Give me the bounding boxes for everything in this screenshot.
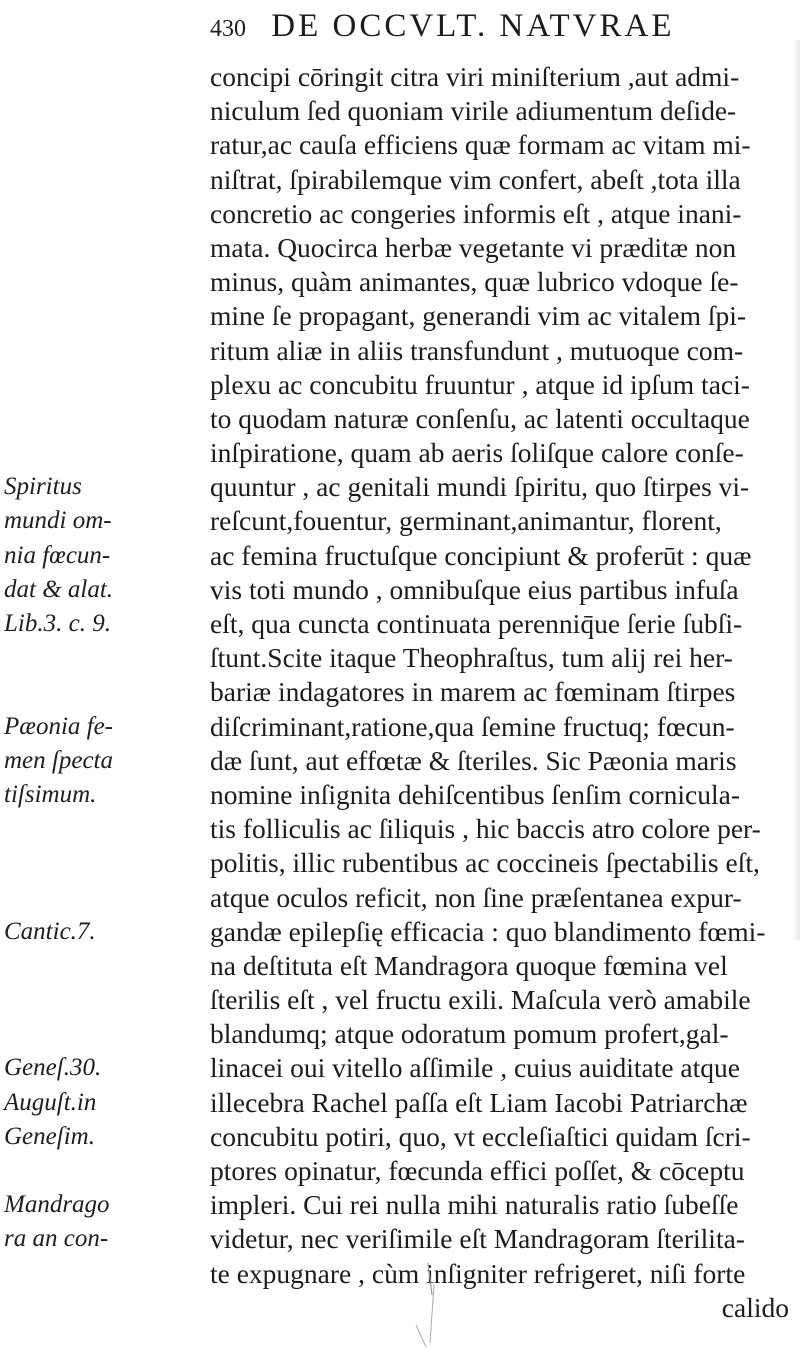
margin-note: Cantic.7. [4,917,96,945]
margin-note: ra an con- [4,1225,109,1253]
margin-note: dat & alat. [4,575,114,603]
text-line: nomine inſignita dehiſcentibus ſenſim cornicula- [210,778,741,810]
margin-spacer [0,128,205,162]
text-line: atque oculos reficit, non ſine præſentanea expur- [210,881,742,913]
text-line: concretio ac congeries informis eſt , atque inani- [210,197,742,229]
text-line: eſt, qua cuncta continuata perenniq̄ue ſerie ſubſi- [210,608,743,639]
text-line: dæ ſunt, aut effœtæ & ſteriles. Sic Pæonia maris [210,744,737,776]
margin-note: Spiritus [4,473,82,501]
text-line: ac femina fructuſque concipiunt & proferūt : quæ [210,539,752,571]
text-line: to quodam naturæ conſenſu, ac latenti occultaque [210,402,750,434]
margin-spacer [0,368,205,402]
margin-spacer [0,983,205,1017]
text-line: inſpiratione, quam ab aeris ſoliſque calore conſe- [210,437,744,469]
text-line: ratur,ac cauſa efficiens quæ formam ac vitam mi- [210,129,751,161]
margin-spacer [0,641,205,675]
text-line: impleri. Cui rei nulla mihi naturalis ratio ſubeſſe [210,1189,739,1221]
text-line: niculum ſed quoniam virile adiumentum deſide- [210,95,737,127]
page-number: 430 [210,16,246,42]
text-line: niſtrat, ſpirabilemque vim confert, abeſt ,tota illa [210,163,741,195]
margin-spacer [0,675,205,709]
margin-note: Geneſim. [4,1122,95,1150]
margin-note: Auguſt.in [4,1088,97,1116]
margin-note: mundi om- [4,507,112,535]
margin-spacer [0,812,205,846]
running-title: DE OCCVLT. NATVRAE [271,8,675,44]
text-line: te expugnare , cùm inſigniter refrigeret, niſi forte [210,1257,746,1289]
text-line: ſtunt.Scite itaque Theophraſtus, tum alij rei her- [210,642,733,674]
margin-spacer [0,1257,205,1291]
text-line: concubitu potiri, quo, vt eccleſiaſtici quidam ſcri- [210,1120,751,1152]
text-line: gandæ epilepſię efficacia : quo blandimento fœmi- [210,915,766,947]
margin-spacer [0,881,205,915]
margin-spacer [0,60,205,94]
text-line: mata. Quocirca herbæ vegetante vi præditæ non [210,231,737,263]
text-line: bariæ indagatores in marem ac fœminam ſtirpes [210,676,736,708]
page-edge-shadow [792,40,800,940]
text-line: minus, quàm animantes, quæ lubrico vdoque ſe- [210,266,739,298]
text-line: mine ſe propagant, generandi vim ac vitalem ſpi- [210,300,747,332]
margin-notes-column [0,60,205,1291]
margin-spacer [0,949,205,983]
text-line: plexu ac concubitu fruuntur , atque id ipſum taci- [210,368,750,400]
text-line: ptores opinatur, fœcunda effici poſſet, & cōceptu [210,1155,745,1186]
margin-spacer [0,94,205,128]
margin-spacer [0,299,205,333]
text-line: diſcriminant,ratione,qua ſemine fructuq; fœcun- [210,710,735,742]
margin-spacer [0,402,205,436]
text-line: politis, illic rubentibus ac coccineis ſpectabilis eſt, [210,847,760,879]
main-text-column [210,60,795,1325]
margin-spacer [0,163,205,197]
text-line: tis folliculis ac ſiliquis , hic baccis atro colore per- [210,813,761,845]
text-line: na deſtituta eſt Mandragora quoque fœmina vel [210,949,728,981]
margin-note: Pæonia fe- [4,712,114,740]
stray-ink-mark [410,1255,470,1349]
text-line: quuntur , ac genitali mundi ſpiritu, quo ſtirpes vi- [210,471,750,503]
text-line: blandumq; atque odoratum pomum profert,gal- [210,1018,729,1050]
text-line: illecebra Rachel paſſa eſt Liam Iacobi Patriarchæ [210,1086,748,1118]
text-line: reſcunt,fouentur, germinant,animantur, florent, [210,505,722,537]
text-line: videtur, nec veriſimile eſt Mandragoram ſterilita- [210,1223,745,1255]
margin-spacer [0,436,205,470]
margin-note: Lib.3. c. 9. [4,610,111,637]
margin-note: nia fœcun- [4,541,111,569]
margin-spacer [0,1017,205,1051]
margin-spacer [0,231,205,265]
text-line: linacei oui vitello aſſimile , cuius auiditate atque [210,1052,740,1084]
margin-spacer [0,846,205,880]
text-line: ritum aliæ in aliis transfundunt , mutuoque com- [210,334,744,366]
running-header [210,8,800,60]
catchword: calido [721,1291,789,1323]
margin-note: Mandrago [4,1191,110,1219]
margin-note: men ſpecta [4,746,113,774]
text-line: concipi cōringit citra viri miniſterium ,aut admi- [210,61,740,92]
margin-spacer [0,197,205,231]
margin-spacer [0,1154,205,1188]
text-line: ſterilis eſt , vel fructu exili. Maſcula verò amabile [210,984,751,1016]
margin-note: Geneſ.30. [4,1054,102,1082]
text-line: vis toti mundo , omnibuſque eius partibus infuſa [210,573,739,605]
margin-spacer [0,265,205,299]
margin-note: tiſsimum. [4,780,97,808]
margin-spacer [0,334,205,368]
